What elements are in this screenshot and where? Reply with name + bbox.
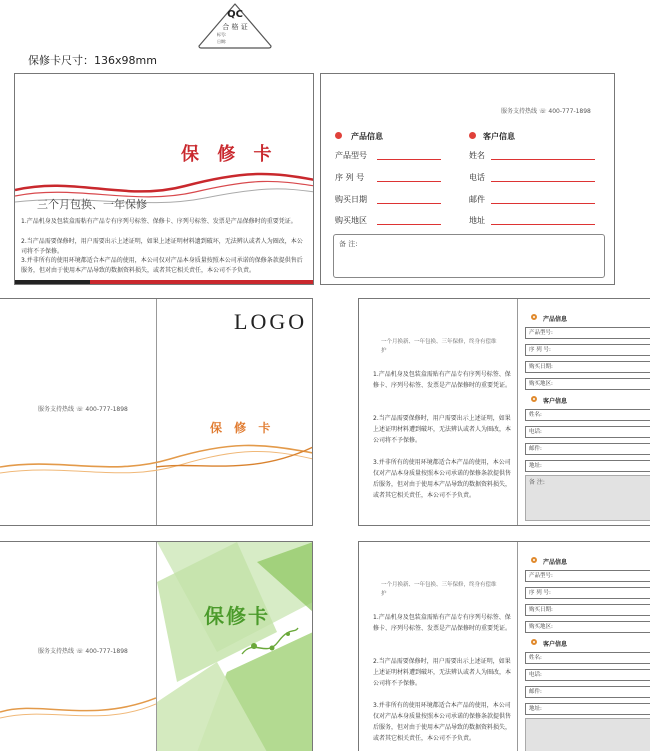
phone-icon: ☏ <box>75 648 84 655</box>
customer-section-title: 客户信息 <box>483 132 515 141</box>
card-orange-info-2 <box>358 541 650 751</box>
size-label: 保修卡尺寸：136x98mm <box>28 54 157 67</box>
field-serial-line[interactable] <box>377 181 441 182</box>
para-2: 2.当产品需要保修时，用户需要出示上述证明，如果上述证明材料遭到破坏，无法辨认或者人为圈改，本公司将不予保修。 <box>373 658 512 687</box>
field-serial[interactable]: 序 列 号: <box>525 587 650 599</box>
fold-line <box>517 542 518 751</box>
field-product-model[interactable]: 产品型号: <box>525 570 650 582</box>
hotline <box>38 646 128 655</box>
product-section-icon <box>531 314 537 320</box>
qc-line-2: 日期: <box>217 39 227 44</box>
hotline-number: 400-777-1898 <box>85 648 128 655</box>
card-title: 保 修 卡 <box>210 421 275 435</box>
field-product-model-line[interactable] <box>377 159 441 160</box>
fold-line <box>156 299 157 526</box>
hotline-number: 400-777-1898 <box>548 108 591 115</box>
term-3: 3.并非所有的使用环境都适合本产品的使用，本公司仅对产品本身质量按照本公司承诺的保修条款提供售后服务，但对由于使用本产品导致的数据资料损失，或者其它相关责任，本公司不予负责。 <box>21 257 303 274</box>
hotline <box>38 404 128 413</box>
customer-section-title: 客户信息 <box>543 641 568 648</box>
floral-ornament-icon <box>240 624 300 664</box>
field-serial[interactable]: 序 列 号: <box>525 344 650 356</box>
qc-line-1: 标号: <box>217 32 227 37</box>
customer-section-icon <box>531 639 537 645</box>
field-phone: 电话 <box>469 173 485 182</box>
intro-text: 一个月换新、一年包换、三年保修，终身有偿维护 <box>381 582 497 597</box>
note-box[interactable] <box>333 234 605 278</box>
field-purchase-date[interactable]: 购买日期: <box>525 361 650 373</box>
field-serial: 序 列 号 <box>335 173 365 182</box>
field-address: 地址 <box>469 216 485 225</box>
field-name: 姓名 <box>469 151 485 160</box>
term-1: 1.产品机身及包装盒需粘有产品专有序列号标签、保修卡、序列号标签、发票是产品保修时的重要凭证。 <box>21 218 297 225</box>
product-section-title: 产品信息 <box>543 559 568 566</box>
field-phone[interactable]: 电话: <box>525 426 650 438</box>
qc-tag <box>197 2 273 50</box>
card-red-front <box>14 73 314 285</box>
field-purchase-region[interactable]: 购买地区: <box>525 378 650 390</box>
field-phone-line[interactable] <box>491 181 595 182</box>
card-orange-logo <box>0 298 313 526</box>
para-3: 3.并非所有的使用环境都适合本产品的使用，本公司仅对产品本身质量按照本公司承诺的保修条款提供售后服务，但对由于使用本产品导致的数据资料损失，或者其它相关责任，本公司不予负责。 <box>373 702 512 742</box>
field-name[interactable]: 姓名: <box>525 652 650 664</box>
qc-subtitle: 合 格 证 <box>222 23 248 31</box>
para-1: 1.产品机身及包装盒需贴有产品专有序列号标签、保修卡、序列号标签、发票是产品保修时的重要凭证。 <box>373 614 512 632</box>
hotline-label: 服务支持热线 <box>38 406 75 413</box>
field-phone[interactable]: 电话: <box>525 669 650 681</box>
hotline-number: 400-777-1898 <box>85 406 128 413</box>
product-section-title: 产品信息 <box>351 132 383 141</box>
field-purchase-date[interactable]: 购买日期: <box>525 604 650 616</box>
field-purchase-region[interactable]: 购买地区: <box>525 621 650 633</box>
hotline-label: 服务支持热线 <box>38 648 75 655</box>
bottom-stripe <box>15 280 314 285</box>
orange-wave <box>0 437 313 487</box>
field-email[interactable]: 邮件: <box>525 686 650 698</box>
field-email-line[interactable] <box>491 203 595 204</box>
note-box[interactable] <box>525 718 650 751</box>
hotline <box>501 106 591 115</box>
card-green <box>0 541 313 751</box>
card-red-back <box>320 73 615 285</box>
card-subtitle: 三个月包换、一年保修 <box>37 198 147 211</box>
note-label: 备 注: <box>339 240 358 248</box>
product-section-icon <box>335 132 342 139</box>
field-address-line[interactable] <box>491 224 595 225</box>
note-label: 备 注: <box>529 479 545 486</box>
field-product-model[interactable]: 产品型号: <box>525 327 650 339</box>
phone-icon: ☏ <box>75 406 84 413</box>
field-purchase-region-line[interactable] <box>377 224 441 225</box>
field-product-model: 产品型号 <box>335 151 367 160</box>
product-section-title: 产品信息 <box>543 316 568 323</box>
qc-title: QC <box>227 9 243 20</box>
logo-text: LOGO <box>234 309 308 334</box>
field-purchase-date-line[interactable] <box>377 203 441 204</box>
field-email: 邮件 <box>469 195 485 204</box>
orange-wave <box>0 672 156 732</box>
field-name[interactable]: 姓名: <box>525 409 650 421</box>
field-email[interactable]: 邮件: <box>525 443 650 455</box>
product-section-icon <box>531 557 537 563</box>
para-3: 3.并非所有的使用环境都适合本产品的使用，本公司仅对产品本身质量按照本公司承诺的保修条款提供售后服务，但对由于使用本产品导致的数据资料损失，或者其它相关责任，本公司不予负责。 <box>373 459 512 499</box>
customer-section-icon <box>531 396 537 402</box>
field-purchase-region: 购买地区 <box>335 216 367 225</box>
field-address[interactable]: 地址: <box>525 703 650 715</box>
field-address[interactable]: 地址: <box>525 460 650 472</box>
intro-text: 一个月换新、一年包换、三年保修，终身有偿维护 <box>381 339 497 354</box>
phone-icon: ☏ <box>538 108 547 115</box>
hotline-label: 服务支持热线 <box>501 108 538 115</box>
field-name-line[interactable] <box>491 159 595 160</box>
card-title: 保 修 卡 <box>181 144 278 165</box>
card-title: 保修卡 <box>204 604 270 628</box>
customer-section-icon <box>469 132 476 139</box>
para-1: 1.产品机身及包装盒需贴有产品专有序列号标签、保修卡、序列号标签、发票是产品保修时的重要凭证。 <box>373 371 512 389</box>
customer-section-title: 客户信息 <box>543 398 568 405</box>
para-2: 2.当产品需要保修时，用户需要出示上述证明，如果上述证明材料遭到破坏，无法辨认或者人为圈改，本公司将不予保修。 <box>373 415 512 444</box>
card-orange-info <box>358 298 650 526</box>
field-purchase-date: 购买日期 <box>335 195 367 204</box>
fold-line <box>517 299 518 526</box>
term-2: 2.当产品需要保修时，用户需要出示上述证明，如果上述证明材料遗到破坏，无法辨认或者人为圈改，本公司将不予保修。 <box>21 238 303 255</box>
